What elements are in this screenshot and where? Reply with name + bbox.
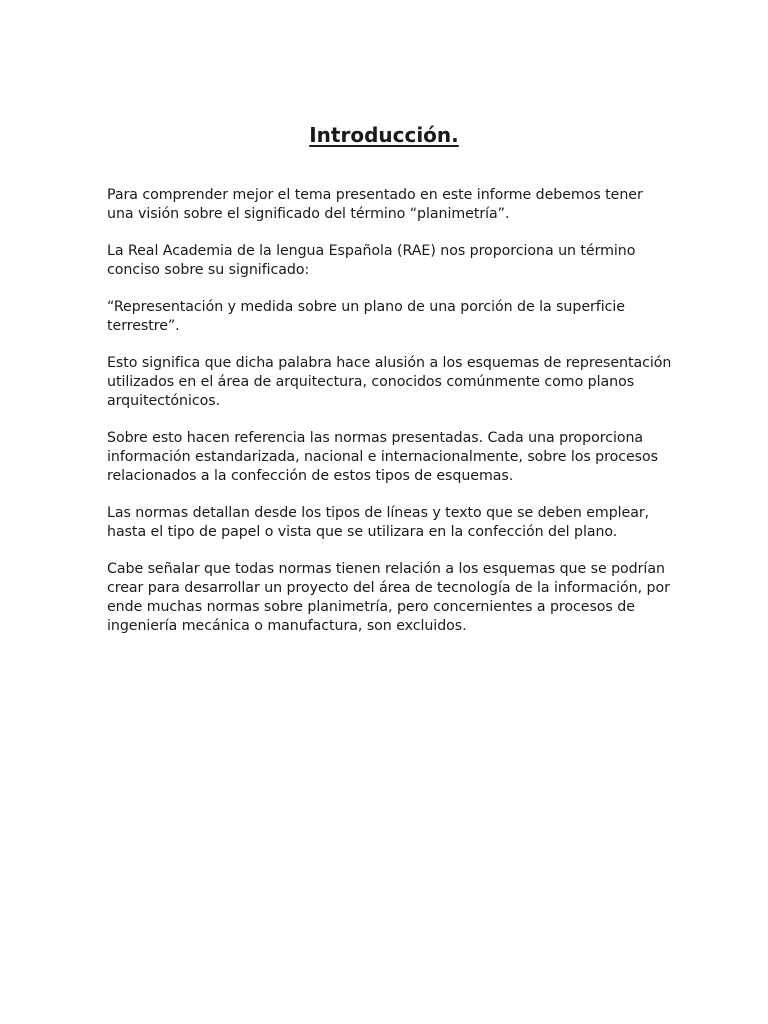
paragraph-line: conciso sobre su significado:: [107, 262, 310, 278]
paragraph-line: relacionados a la confección de estos tipos de esquemas.: [107, 468, 514, 484]
paragraph-line: Cabe señalar que todas normas tienen relación a los esquemas que se podrían: [107, 561, 665, 577]
paragraph-7: [107, 560, 687, 636]
document-title: Introducción.: [309, 123, 459, 147]
paragraph-2: [107, 242, 687, 280]
paragraph-line: Para comprender mejor el tema presentado en este informe debemos tener: [107, 187, 643, 203]
paragraph-6: [107, 504, 687, 542]
paragraph-line: arquitectónicos.: [107, 393, 221, 409]
paragraph-3-quote: [107, 298, 687, 336]
paragraph-line: hasta el tipo de papel o vista que se utilizara en la confección del plano.: [107, 524, 618, 540]
paragraph-line: una visión sobre el significado del término “planimetría”.: [107, 206, 510, 222]
paragraph-line: Esto significa que dicha palabra hace alusión a los esquemas de representación: [107, 355, 672, 371]
paragraph-line: Sobre esto hacen referencia las normas presentadas. Cada una proporciona: [107, 430, 644, 446]
paragraph-line: terrestre”.: [107, 318, 180, 334]
paragraph-line: ende muchas normas sobre planimetría, pero concernientes a procesos de: [107, 599, 635, 615]
paragraph-1: [107, 186, 687, 224]
paragraph-line: La Real Academia de la lengua Española (RAE) nos proporciona un término: [107, 243, 636, 259]
paragraph-line: ingeniería mecánica o manufactura, son excluidos.: [107, 618, 467, 634]
paragraph-line: Las normas detallan desde los tipos de líneas y texto que se deben emplear,: [107, 505, 650, 521]
paragraph-5: [107, 429, 687, 486]
paragraph-line: crear para desarrollar un proyecto del área de tecnología de la información, por: [107, 580, 670, 596]
paragraph-line: utilizados en el área de arquitectura, conocidos comúnmente como planos: [107, 374, 635, 390]
paragraph-4: [107, 354, 687, 411]
paragraph-line: información estandarizada, nacional e internacionalmente, sobre los procesos: [107, 449, 658, 465]
document-body: [107, 186, 687, 654]
paragraph-line: “Representación y medida sobre un plano de una porción de la superficie: [107, 299, 625, 315]
